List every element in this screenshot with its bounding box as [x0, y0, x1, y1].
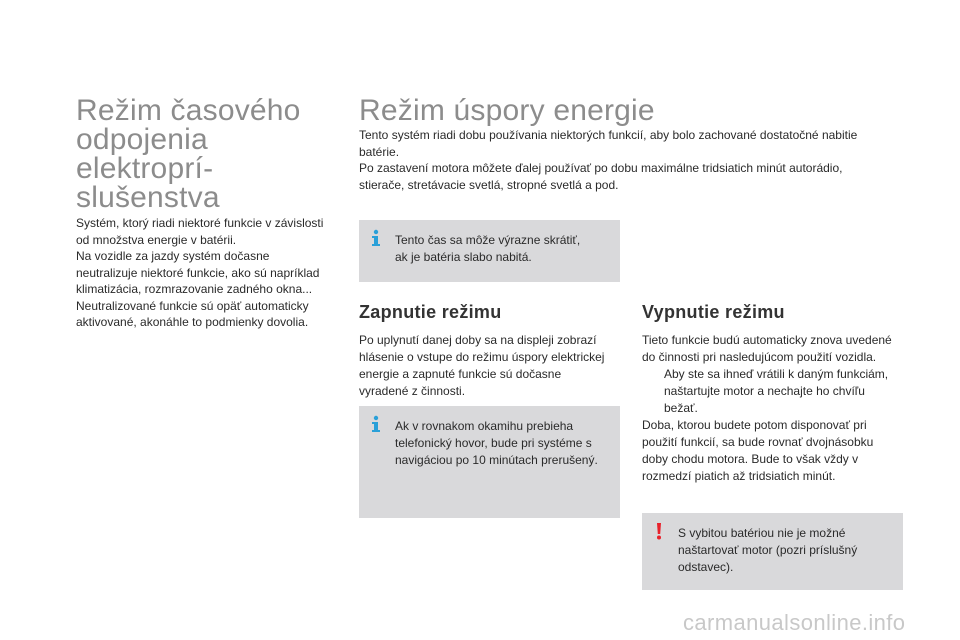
left-body-line: Neutralizované funkcie sú opäť automaticky	[76, 298, 309, 313]
left-body-line: Na vozidle za jazdy systém dočasne	[76, 249, 270, 263]
warning-line: S vybitou batériou nie je možné	[678, 526, 846, 540]
info-icon	[368, 229, 384, 247]
off-section	[642, 302, 912, 485]
right-intro	[359, 127, 919, 193]
warning-box-off	[642, 513, 903, 590]
warning-line: naštartovať motor (pozri príslušný	[678, 543, 858, 557]
off-body-line: rozmedzí piatich až tridsiatich minút.	[642, 469, 836, 483]
off-title: Vypnutie režimu	[642, 302, 785, 322]
left-body-line: od množstva energie v batérii.	[76, 232, 237, 247]
off-bullet	[642, 366, 912, 417]
warning-line: odstavec).	[678, 560, 734, 574]
info-box-on	[359, 406, 620, 518]
left-body	[76, 215, 346, 331]
right-intro-line: Tento systém riadi dobu používania niektorých funkcií, aby bolo zachované dostatočné nabitie	[359, 128, 858, 142]
on-title: Zapnutie režimu	[359, 302, 502, 322]
info-on-line: navigáciou po 10 minútach prerušený.	[395, 453, 598, 467]
info-top-line: Tento čas sa môže výrazne skrátiť,	[395, 233, 581, 247]
off-bullet-line: bežať.	[664, 401, 698, 415]
left-title	[76, 96, 346, 212]
off-body	[642, 332, 912, 485]
right-title: Režim úspory energie	[359, 94, 655, 127]
left-body-line: aktivované, akonáhle to podmienky dovolia.	[76, 315, 309, 329]
off-body-line: do činnosti pri nasledujúcom použití vozidla.	[642, 350, 877, 364]
warning-icon	[651, 522, 667, 540]
off-body-line: doby chodu motora. Bude to však vždy v	[642, 452, 859, 466]
info-on-line: telefonický hovor, bude pri systéme s	[395, 436, 592, 450]
off-body-line: použití funkcií, sa bude rovnať dvojnásobku	[642, 435, 874, 449]
left-title-line: odpojenia	[76, 123, 208, 156]
watermark: carmanualsonline.info	[683, 610, 906, 635]
right-intro-line: batérie.	[359, 144, 400, 159]
off-body-line: Doba, ktorou budete potom disponovať pri	[642, 418, 867, 432]
right-intro-line: Po zastavení motora môžete ďalej používať po dobu maximálne tridsiatich minút autorádio,	[359, 161, 843, 175]
left-title-line: Režim časového	[76, 94, 301, 127]
info-box-top	[359, 220, 620, 282]
off-bullet-line: naštartujte motor a nechajte ho chvíľu	[664, 384, 865, 398]
on-body-line: vyradené z činnosti.	[359, 384, 466, 398]
info-top-line: ak je batéria slabo nabitá.	[395, 250, 532, 264]
on-section	[359, 302, 629, 400]
left-title-line: elektropríslušenstva	[76, 152, 220, 214]
left-body-line: klimatizácia, rozmrazovanie zadného okna...	[76, 282, 313, 296]
info-icon	[368, 415, 384, 433]
on-body-line: Po uplynutí danej doby sa na displeji zobrazí	[359, 333, 597, 347]
on-body-line: energie a zapnuté funkcie sú dočasne	[359, 367, 562, 381]
info-on-line: Ak v rovnakom okamihu prebieha	[395, 419, 574, 433]
right-intro-line: stierače, stretávacie svetlá, stropné svetlá a pod.	[359, 177, 619, 192]
left-body-line: neutralizuje niektoré funkcie, ako sú napríklad	[76, 265, 320, 280]
off-body-line: Tieto funkcie budú automaticky znova uvedené	[642, 333, 892, 347]
left-body-line: Systém, ktorý riadi niektoré funkcie v závislosti	[76, 216, 324, 230]
right-section	[359, 96, 919, 193]
on-body	[359, 332, 629, 400]
on-body-line: hlásenie o vstupe do režimu úspory elektrickej	[359, 350, 605, 364]
off-bullet-line: Aby ste sa ihneď vrátili k daným funkciám,	[664, 367, 889, 381]
left-section	[76, 96, 346, 331]
